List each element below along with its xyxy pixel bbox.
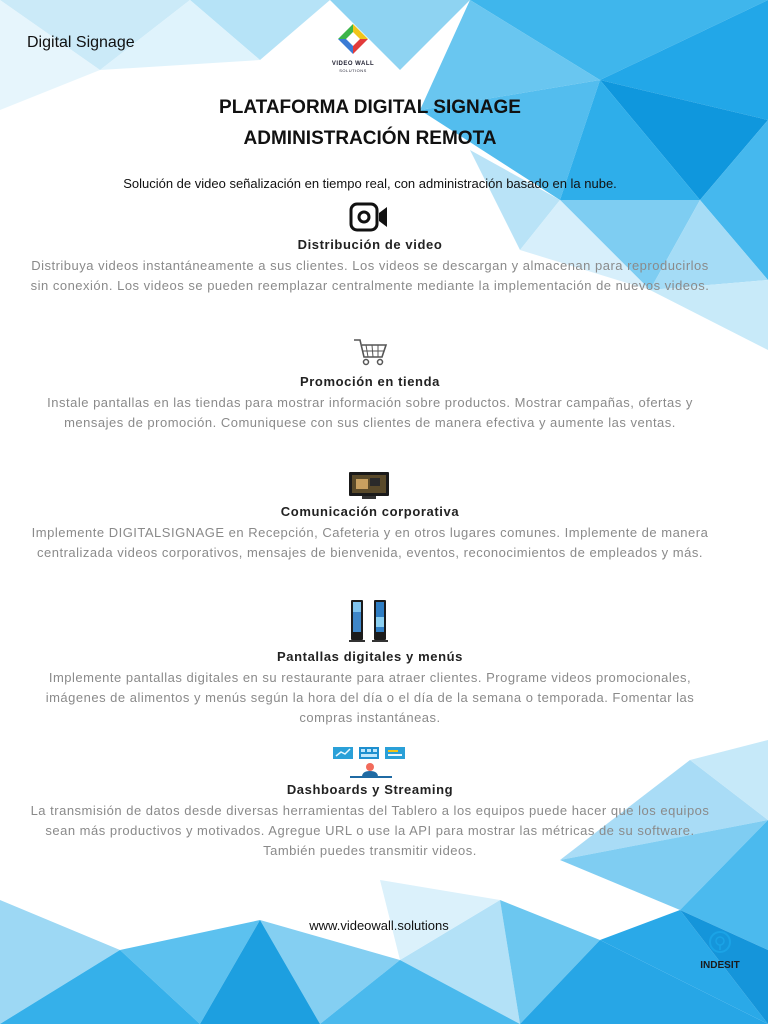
feature-body-store: Instale pantallas en las tiendas para mostrar información sobre productos. Mostrar campañas, ofertas y mensajes de promoción. Comuniquese con sus clientes de manera efectiva y aumente las ventas. [47, 395, 693, 430]
dashboard-monitor-icon [332, 745, 408, 779]
indesit-logo [694, 930, 746, 971]
television-icon [348, 471, 390, 501]
tagline: Solución de video señalización en tiempo real, con administración basado en la nube. [123, 176, 617, 191]
feature-body-video: Distribuya videos instantáneamente a sus clientes. Los videos se descargan y almacenan para reproducirlos sin conexión. Los videos se pueden reemplazar centralmente mediante la implementación de nuevos videos. [30, 258, 710, 293]
feature-body-dashboards: La transmisión de datos desde diversas herramientas del Tablero a los equipos puede hacer que los equipos sean más productivos y motivados. Agregue URL o use la API para mostrar las métricas de su software. También puedes transmitir videos. [30, 803, 710, 858]
video-camera-icon [349, 201, 389, 233]
feature-heading-store: Promoción en tienda [300, 374, 440, 389]
diamond-logo-icon [338, 24, 368, 56]
page-title: PLATAFORMA DIGITAL SIGNAGE [219, 97, 521, 118]
feature-body-corporate: Implemente DIGITALSIGNAGE en Recepción, Cafeteria y en otros lugares comunes. Implemente de manera centralizada videos corporativos, mensajes de bienvenida, eventos, reconocimientos de empleados y más. [31, 525, 709, 560]
feature-heading-menus: Pantallas digitales y menús [277, 649, 463, 664]
feature-body-menus: Implemente pantallas digitales en su restaurante para atraer clientes. Programe videos promocionales, imágenes de alimentos y menús según la hora del día o el día de la semana o temporada. Fomentar las compras instantáneas. [45, 670, 695, 725]
feature-heading-dashboards: Dashboards y Streaming [286, 782, 454, 797]
logo-text: VIDEO WALL [331, 61, 375, 67]
feature-heading-corporate: Comunicación corporativa [280, 504, 460, 519]
lightbulb-icon [708, 930, 732, 954]
indesit-label: INDESIT [700, 960, 740, 971]
digital-kiosk-icon [348, 599, 390, 643]
video-wall-logo [327, 24, 379, 73]
logo-subtext: SOLUTIONS [339, 68, 367, 73]
page-subtitle-title: ADMINISTRACIÓN REMOTA [243, 128, 497, 149]
feature-heading-video: Distribución de video [297, 237, 443, 252]
brand-label: Digital Signage [27, 34, 135, 51]
website-link[interactable]: www.videowall.solutions [309, 918, 449, 933]
shopping-cart-icon [352, 337, 388, 367]
